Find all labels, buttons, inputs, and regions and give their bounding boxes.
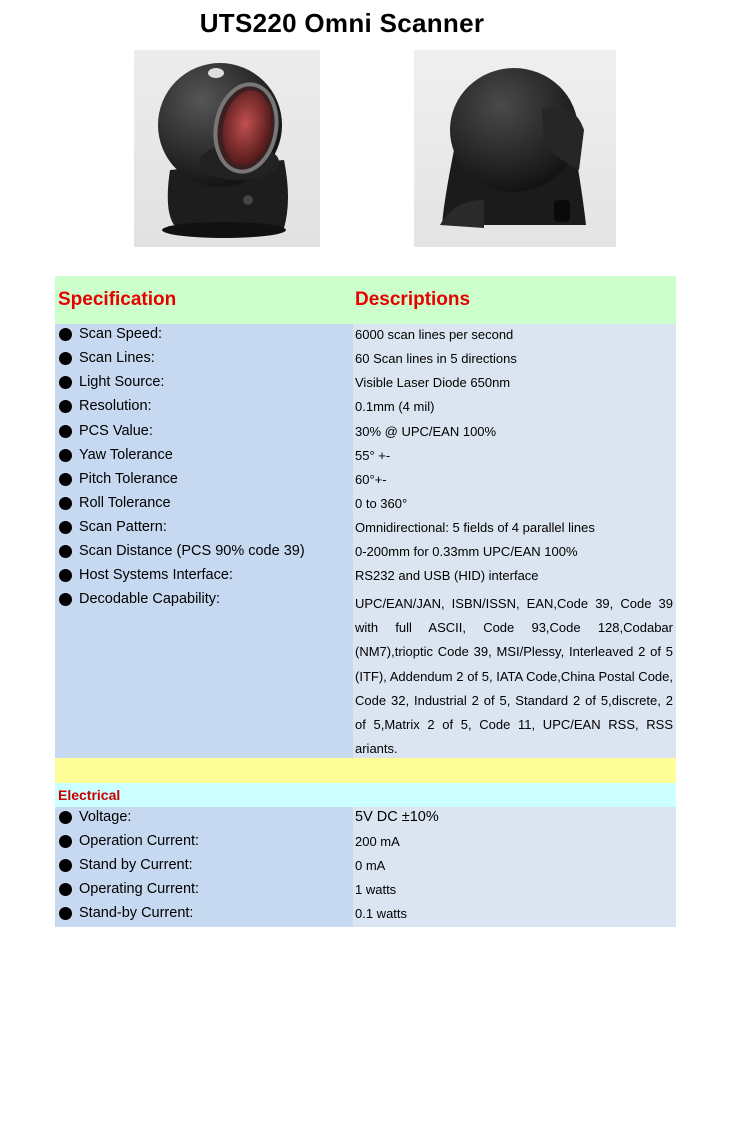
spec-label: Pitch Tolerance (79, 471, 178, 487)
bullet-icon (59, 425, 72, 438)
table-row (55, 517, 676, 541)
table-row (55, 469, 676, 493)
spec-value: 60 Scan lines in 5 directions (355, 351, 517, 366)
spec-label: Resolution: (79, 398, 152, 414)
bullet-icon (59, 521, 72, 534)
spec-label: Voltage: (79, 809, 132, 825)
bullet-icon (59, 352, 72, 365)
table-header (55, 276, 676, 324)
bullet-icon (59, 328, 72, 341)
bullet-icon (59, 907, 72, 920)
bullet-icon (59, 859, 72, 872)
table-row (55, 396, 676, 420)
spec-label: Decodable Capability: (79, 591, 221, 607)
spec-label: Scan Distance (PCS 90% code 39) (79, 543, 305, 559)
spec-label: Scan Pattern: (79, 519, 167, 535)
bullet-icon (59, 883, 72, 896)
spec-label: Light Source: (79, 374, 165, 390)
spec-value: 60°+- (355, 472, 387, 487)
header-specification: Specification (58, 289, 177, 310)
spec-value: 0 to 360° (355, 496, 408, 511)
spec-value: 0.1 watts (355, 906, 408, 921)
bullet-icon (59, 400, 72, 413)
table-row (55, 807, 676, 831)
table-row (55, 903, 676, 927)
spec-label: Yaw Tolerance (79, 447, 173, 463)
spec-label: Scan Speed: (79, 326, 163, 342)
table-row (55, 324, 676, 348)
bullet-icon (59, 811, 72, 824)
scanner-back-photo (414, 50, 616, 247)
bullet-icon (59, 376, 72, 389)
bullet-icon (59, 569, 72, 582)
spec-value: 200 mA (355, 834, 400, 849)
spec-label: Scan Lines: (79, 350, 155, 366)
spec-label: Stand by Current: (79, 857, 193, 873)
spec-value: 0-200mm for 0.33mm UPC/EAN 100% (355, 544, 578, 559)
spec-value: 55° +- (355, 448, 391, 463)
page-title: UTS220 Omni Scanner (199, 8, 485, 38)
bullet-icon (59, 473, 72, 486)
table-row (55, 445, 676, 469)
header-descriptions: Descriptions (355, 289, 471, 310)
table-row (55, 348, 676, 372)
spec-value: 1 watts (355, 882, 397, 897)
spec-value: 5V DC ±10% (355, 809, 439, 825)
spec-label: Stand-by Current: (79, 905, 194, 921)
table-row (55, 565, 676, 589)
bullet-icon (59, 545, 72, 558)
spec-label: Roll Tolerance (79, 495, 171, 511)
spec-label: PCS Value: (79, 423, 153, 439)
electrical-heading: Electrical (58, 787, 121, 803)
bullet-icon (59, 593, 72, 606)
table-row (55, 541, 676, 565)
spec-value-decodable: UPC/EAN/JAN, ISBN/ISSN, EAN,Code 39, Code 39 with full ASCII, Code 93,Code 128,Codabar (NM7),trioptic Code 39, MSI/Plessy, Interleaved 2 of 5 (ITF), Addendum 2 of 5, IATA Code,China Postal Code, Code 32, Industrial 2 of 5, Standard 2 of 5,discrete, 2 of 5,Matrix 2 of 5, Code 11, UPC/EAN RSS, RSS ariants. (355, 596, 673, 757)
table-row (55, 879, 676, 903)
table-row (55, 831, 676, 855)
electrical-heading-row (55, 783, 676, 807)
electrical-table-body (55, 807, 676, 927)
table-row (55, 372, 676, 396)
spec-table-body (55, 324, 676, 758)
table-row (55, 855, 676, 879)
spec-value: 0 mA (355, 858, 386, 873)
table-row (55, 421, 676, 445)
spec-label: Host Systems Interface: (79, 567, 233, 583)
spec-value: Visible Laser Diode 650nm (355, 375, 511, 390)
bullet-icon (59, 449, 72, 462)
scanner-front-photo (134, 50, 320, 247)
section-separator (55, 758, 676, 783)
bullet-icon (59, 835, 72, 848)
spec-label: Operating Current: (79, 881, 200, 897)
bullet-icon (59, 497, 72, 510)
spec-value: 0.1mm (4 mil) (355, 399, 435, 414)
spec-label: Operation Current: (79, 833, 200, 849)
spec-value: 6000 scan lines per second (355, 327, 514, 342)
spec-value: RS232 and USB (HID) interface (355, 568, 539, 583)
table-row (55, 493, 676, 517)
spec-value: 30% @ UPC/EAN 100% (355, 424, 497, 439)
spec-value: Omnidirectional: 5 fields of 4 parallel lines (355, 520, 595, 535)
